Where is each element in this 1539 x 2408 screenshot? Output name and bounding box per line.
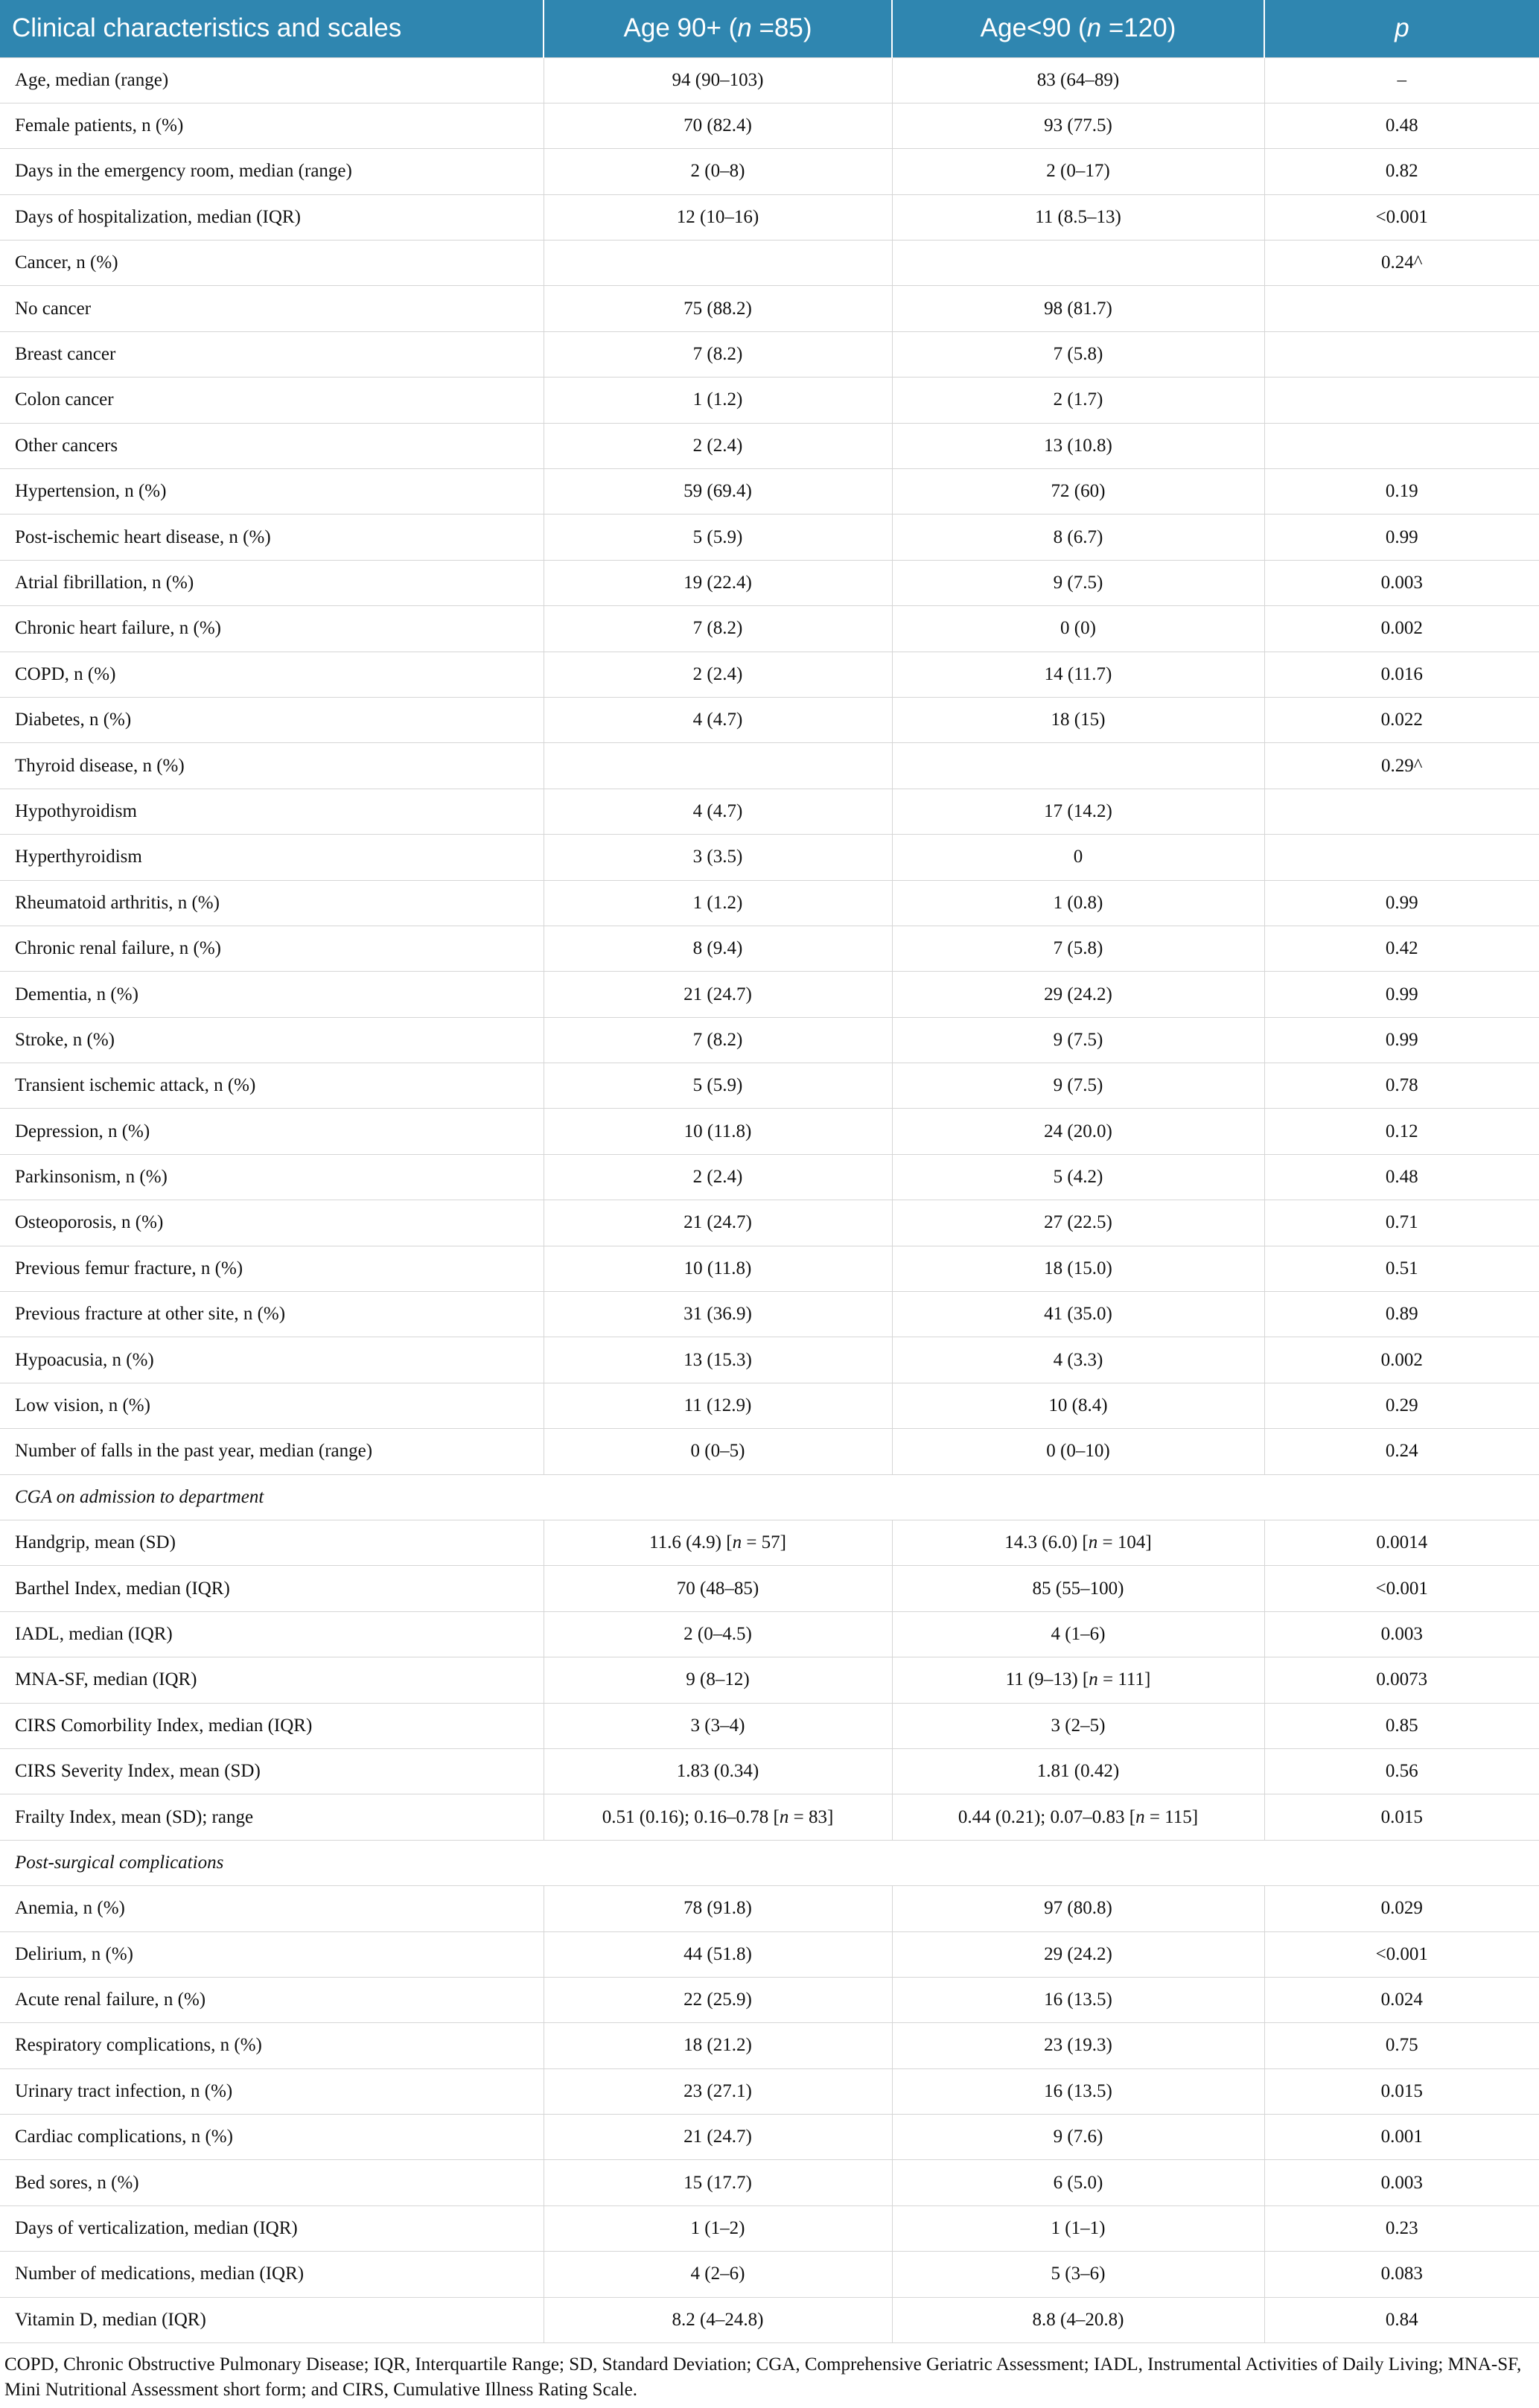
cell-age-90-plus: 7 (8.2) (544, 606, 892, 652)
cell-age-90-plus (544, 743, 892, 789)
cell-age-under-90: 17 (14.2) (892, 789, 1264, 834)
cell-age-90-plus: 4 (4.7) (544, 697, 892, 742)
table-row (0, 1931, 1539, 1977)
cell-age-90-plus: 4 (2–6) (544, 2252, 892, 2297)
cell-age-under-90: 41 (35.0) (892, 1292, 1264, 1337)
row-label: Atrial fibrillation, n (%) (0, 560, 544, 605)
table-row (0, 743, 1539, 789)
row-label: Transient ischemic attack, n (%) (0, 1063, 544, 1109)
table-row (0, 560, 1539, 605)
cell-age-90-plus: 11.6 (4.9) [n = 57] (544, 1520, 892, 1566)
cell-age-90-plus: 75 (88.2) (544, 286, 892, 331)
cell-age-under-90: 1 (0.8) (892, 880, 1264, 926)
cell-p-value: 0.48 (1264, 103, 1539, 148)
cell-p-value: 0.022 (1264, 697, 1539, 742)
cell-age-90-plus: 18 (21.2) (544, 2023, 892, 2068)
cell-p-value: 0.002 (1264, 1337, 1539, 1383)
cell-age-90-plus: 0.51 (0.16); 0.16–0.78 [n = 83] (544, 1794, 892, 1840)
row-label: Frailty Index, mean (SD); range (0, 1794, 544, 1840)
table-row (0, 469, 1539, 515)
cell-age-under-90: 8.8 (4–20.8) (892, 2297, 1264, 2342)
cell-age-under-90: 14.3 (6.0) [n = 104] (892, 1520, 1264, 1566)
cell-age-90-plus: 2 (2.4) (544, 1154, 892, 1200)
row-label: Cancer, n (%) (0, 241, 544, 286)
cell-p-value: 0.99 (1264, 515, 1539, 560)
cell-age-under-90: 13 (10.8) (892, 423, 1264, 468)
cell-p-value: 0.029 (1264, 1886, 1539, 1931)
table-row (0, 194, 1539, 240)
table-row (0, 1794, 1539, 1840)
cell-age-90-plus: 31 (36.9) (544, 1292, 892, 1337)
cell-age-under-90: 1.81 (0.42) (892, 1748, 1264, 1794)
cell-age-90-plus: 5 (5.9) (544, 515, 892, 560)
table-row (0, 2023, 1539, 2068)
cell-age-under-90: 7 (5.8) (892, 926, 1264, 971)
row-label: IADL, median (IQR) (0, 1611, 544, 1657)
table-row (0, 1154, 1539, 1200)
cell-age-under-90: 4 (1–6) (892, 1611, 1264, 1657)
cell-age-under-90: 29 (24.2) (892, 1931, 1264, 1977)
cell-age-under-90: 9 (7.5) (892, 1017, 1264, 1063)
cell-age-under-90: 9 (7.5) (892, 560, 1264, 605)
row-label: Respiratory complications, n (%) (0, 2023, 544, 2068)
cell-age-under-90 (892, 743, 1264, 789)
cell-p-value: 0.84 (1264, 2297, 1539, 2342)
cell-age-under-90: 9 (7.5) (892, 1063, 1264, 1109)
cell-p-value: 0.75 (1264, 2023, 1539, 2068)
table-row (0, 2205, 1539, 2251)
cell-p-value: 0.99 (1264, 880, 1539, 926)
table-row (0, 241, 1539, 286)
cell-age-under-90: 14 (11.7) (892, 652, 1264, 697)
cell-age-under-90: 11 (8.5–13) (892, 194, 1264, 240)
cell-age-90-plus: 10 (11.8) (544, 1109, 892, 1154)
cell-age-90-plus: 94 (90–103) (544, 57, 892, 103)
row-label: Number of medications, median (IQR) (0, 2252, 544, 2297)
table-row (0, 2068, 1539, 2114)
table-row (0, 652, 1539, 697)
cell-age-90-plus: 1.83 (0.34) (544, 1748, 892, 1794)
cell-age-90-plus: 8 (9.4) (544, 926, 892, 971)
cell-age-90-plus: 7 (8.2) (544, 1017, 892, 1063)
cell-p-value: 0.48 (1264, 1154, 1539, 1200)
row-label: COPD, n (%) (0, 652, 544, 697)
cell-age-under-90: 5 (4.2) (892, 1154, 1264, 1200)
row-label: Rheumatoid arthritis, n (%) (0, 880, 544, 926)
cell-p-value: 0.016 (1264, 652, 1539, 697)
table-row (0, 2115, 1539, 2160)
cell-p-value: 0.42 (1264, 926, 1539, 971)
cell-age-under-90: 0 (892, 835, 1264, 880)
cell-p-value: 0.78 (1264, 1063, 1539, 1109)
cell-age-under-90: 98 (81.7) (892, 286, 1264, 331)
cell-p-value (1264, 789, 1539, 834)
table-row (0, 926, 1539, 971)
cell-age-90-plus: 1 (1.2) (544, 378, 892, 423)
cell-age-90-plus: 13 (15.3) (544, 1337, 892, 1383)
table-row (0, 1383, 1539, 1428)
table-row (0, 972, 1539, 1017)
row-label: Anemia, n (%) (0, 1886, 544, 1931)
cell-p-value: <0.001 (1264, 194, 1539, 240)
cell-age-under-90: 6 (5.0) (892, 2160, 1264, 2205)
table-row (0, 1246, 1539, 1291)
table-row (0, 606, 1539, 652)
table-row (0, 423, 1539, 468)
cell-p-value: 0.51 (1264, 1246, 1539, 1291)
cell-age-under-90: 16 (13.5) (892, 2068, 1264, 2114)
cell-p-value: 0.89 (1264, 1292, 1539, 1337)
cell-p-value: 0.82 (1264, 149, 1539, 194)
row-label: Number of falls in the past year, median (range) (0, 1429, 544, 1474)
cell-p-value: 0.24^ (1264, 241, 1539, 286)
cell-age-under-90: 97 (80.8) (892, 1886, 1264, 1931)
cell-age-under-90: 7 (5.8) (892, 331, 1264, 377)
section-row (0, 1840, 1539, 1885)
cell-age-under-90: 2 (1.7) (892, 378, 1264, 423)
cell-age-90-plus: 3 (3–4) (544, 1703, 892, 1748)
cell-age-under-90: 23 (19.3) (892, 2023, 1264, 2068)
cell-age-under-90: 11 (9–13) [n = 111] (892, 1657, 1264, 1703)
row-label: Delirium, n (%) (0, 1931, 544, 1977)
row-label: Chronic heart failure, n (%) (0, 606, 544, 652)
cell-age-under-90: 10 (8.4) (892, 1383, 1264, 1428)
row-label: Depression, n (%) (0, 1109, 544, 1154)
cell-p-value: 0.19 (1264, 469, 1539, 515)
cell-age-under-90: 16 (13.5) (892, 1977, 1264, 2022)
cell-p-value: 0.0073 (1264, 1657, 1539, 1703)
table-row (0, 789, 1539, 834)
row-label: Colon cancer (0, 378, 544, 423)
table-row (0, 1886, 1539, 1931)
cell-p-value: 0.003 (1264, 1611, 1539, 1657)
cell-age-90-plus: 12 (10–16) (544, 194, 892, 240)
row-label: Female patients, n (%) (0, 103, 544, 148)
row-label: Hypertension, n (%) (0, 469, 544, 515)
cell-age-90-plus: 9 (8–12) (544, 1657, 892, 1703)
table-row (0, 1109, 1539, 1154)
section-heading: CGA on admission to department (0, 1474, 1539, 1520)
cell-age-under-90: 0.44 (0.21); 0.07–0.83 [n = 115] (892, 1794, 1264, 1840)
cell-p-value: <0.001 (1264, 1931, 1539, 1977)
cell-p-value: – (1264, 57, 1539, 103)
row-label: CIRS Comorbility Index, median (IQR) (0, 1703, 544, 1748)
cell-age-90-plus: 1 (1.2) (544, 880, 892, 926)
row-label: Low vision, n (%) (0, 1383, 544, 1428)
cell-age-under-90: 2 (0–17) (892, 149, 1264, 194)
row-label: Parkinsonism, n (%) (0, 1154, 544, 1200)
cell-age-under-90: 72 (60) (892, 469, 1264, 515)
table-row (0, 1017, 1539, 1063)
cell-age-90-plus: 0 (0–5) (544, 1429, 892, 1474)
cell-age-90-plus: 2 (0–4.5) (544, 1611, 892, 1657)
cell-age-under-90: 18 (15) (892, 697, 1264, 742)
row-label: Post-ischemic heart disease, n (%) (0, 515, 544, 560)
cell-p-value: 0.85 (1264, 1703, 1539, 1748)
cell-age-90-plus: 11 (12.9) (544, 1383, 892, 1428)
table-row (0, 1703, 1539, 1748)
cell-age-under-90: 1 (1–1) (892, 2205, 1264, 2251)
cell-p-value: 0.003 (1264, 560, 1539, 605)
row-label: Previous femur fracture, n (%) (0, 1246, 544, 1291)
row-label: CIRS Severity Index, mean (SD) (0, 1748, 544, 1794)
row-label: Days in the emergency room, median (range) (0, 149, 544, 194)
cell-p-value (1264, 378, 1539, 423)
table-row (0, 149, 1539, 194)
table-row (0, 2160, 1539, 2205)
cell-p-value: 0.002 (1264, 606, 1539, 652)
table-row (0, 1977, 1539, 2022)
row-label: Age, median (range) (0, 57, 544, 103)
row-label: Breast cancer (0, 331, 544, 377)
cell-p-value: 0.99 (1264, 972, 1539, 1017)
cell-age-90-plus: 4 (4.7) (544, 789, 892, 834)
cell-p-value: 0.29 (1264, 1383, 1539, 1428)
cell-p-value: 0.0014 (1264, 1520, 1539, 1566)
section-row (0, 1474, 1539, 1520)
cell-age-90-plus: 70 (48–85) (544, 1566, 892, 1611)
cell-age-90-plus: 21 (24.7) (544, 2115, 892, 2160)
table-row (0, 378, 1539, 423)
table-row (0, 57, 1539, 103)
table-row (0, 2297, 1539, 2342)
table-row (0, 1429, 1539, 1474)
table-row (0, 515, 1539, 560)
row-label: Diabetes, n (%) (0, 697, 544, 742)
row-label: Bed sores, n (%) (0, 2160, 544, 2205)
row-label: Hypothyroidism (0, 789, 544, 834)
row-label: Hypoacusia, n (%) (0, 1337, 544, 1383)
cell-p-value: 0.015 (1264, 1794, 1539, 1840)
cell-age-90-plus: 2 (2.4) (544, 652, 892, 697)
table-row (0, 1337, 1539, 1383)
table-row (0, 103, 1539, 148)
cell-age-90-plus: 1 (1–2) (544, 2205, 892, 2251)
row-label: Handgrip, mean (SD) (0, 1520, 544, 1566)
table-row (0, 2252, 1539, 2297)
cell-age-under-90: 27 (22.5) (892, 1200, 1264, 1246)
cell-age-under-90: 3 (2–5) (892, 1703, 1264, 1748)
cell-p-value: 0.56 (1264, 1748, 1539, 1794)
cell-age-under-90: 93 (77.5) (892, 103, 1264, 148)
cell-age-90-plus: 7 (8.2) (544, 331, 892, 377)
table-row (0, 1063, 1539, 1109)
cell-p-value: 0.003 (1264, 2160, 1539, 2205)
cell-age-90-plus: 2 (2.4) (544, 423, 892, 468)
table-header-row (0, 0, 1539, 57)
cell-age-90-plus: 59 (69.4) (544, 469, 892, 515)
row-label: Barthel Index, median (IQR) (0, 1566, 544, 1611)
cell-age-90-plus: 5 (5.9) (544, 1063, 892, 1109)
row-label: Acute renal failure, n (%) (0, 1977, 544, 2022)
row-label: Days of hospitalization, median (IQR) (0, 194, 544, 240)
cell-age-90-plus: 44 (51.8) (544, 1931, 892, 1977)
cell-p-value: <0.001 (1264, 1566, 1539, 1611)
cell-age-under-90: 0 (0–10) (892, 1429, 1264, 1474)
cell-age-90-plus: 2 (0–8) (544, 149, 892, 194)
table-row (0, 697, 1539, 742)
cell-p-value (1264, 835, 1539, 880)
cell-age-90-plus: 15 (17.7) (544, 2160, 892, 2205)
cell-age-90-plus: 10 (11.8) (544, 1246, 892, 1291)
cell-age-under-90: 4 (3.3) (892, 1337, 1264, 1383)
cell-age-under-90: 85 (55–100) (892, 1566, 1264, 1611)
row-label: Other cancers (0, 423, 544, 468)
cell-age-90-plus: 23 (27.1) (544, 2068, 892, 2114)
table-row (0, 1566, 1539, 1611)
cell-p-value: 0.71 (1264, 1200, 1539, 1246)
row-label: No cancer (0, 286, 544, 331)
row-label: Previous fracture at other site, n (%) (0, 1292, 544, 1337)
row-label: MNA-SF, median (IQR) (0, 1657, 544, 1703)
header-characteristics: Clinical characteristics and scales (12, 13, 402, 43)
cell-age-90-plus (544, 241, 892, 286)
cell-p-value: 0.99 (1264, 1017, 1539, 1063)
table-row (0, 1611, 1539, 1657)
cell-age-90-plus: 8.2 (4–24.8) (544, 2297, 892, 2342)
cell-age-under-90: 18 (15.0) (892, 1246, 1264, 1291)
row-label: Thyroid disease, n (%) (0, 743, 544, 789)
row-label: Stroke, n (%) (0, 1017, 544, 1063)
cell-age-90-plus: 21 (24.7) (544, 972, 892, 1017)
cell-age-90-plus: 3 (3.5) (544, 835, 892, 880)
row-label: Hyperthyroidism (0, 835, 544, 880)
cell-age-90-plus: 70 (82.4) (544, 103, 892, 148)
cell-p-value: 0.024 (1264, 1977, 1539, 2022)
cell-p-value (1264, 286, 1539, 331)
cell-age-under-90: 24 (20.0) (892, 1109, 1264, 1154)
cell-p-value: 0.24 (1264, 1429, 1539, 1474)
row-label: Days of verticalization, median (IQR) (0, 2205, 544, 2251)
cell-age-under-90 (892, 241, 1264, 286)
table-row (0, 286, 1539, 331)
table-row (0, 1657, 1539, 1703)
row-label: Cardiac complications, n (%) (0, 2115, 544, 2160)
header-p-value: p (1264, 0, 1539, 57)
cell-p-value: 0.001 (1264, 2115, 1539, 2160)
table-footnote: COPD, Chronic Obstructive Pulmonary Disease; IQR, Interquartile Range; SD, Standard Deviation; CGA, Comprehensive Geriatric Assessment; IADL, Instrumental Activities of Daily Living; MNA-SF, Mini Nutritional Assessment short form; and CIRS, Cumulative Illness Rating Scale. (4, 2354, 1522, 2401)
table-row (0, 331, 1539, 377)
row-label: Osteoporosis, n (%) (0, 1200, 544, 1246)
table-row (0, 835, 1539, 880)
row-label: Vitamin D, median (IQR) (0, 2297, 544, 2342)
header-age-90-plus: Age 90+ (n =85) (544, 0, 892, 57)
table-row (0, 1292, 1539, 1337)
table-row (0, 1748, 1539, 1794)
section-heading: Post-surgical complications (0, 1840, 1539, 1885)
row-label: Chronic renal failure, n (%) (0, 926, 544, 971)
cell-age-90-plus: 21 (24.7) (544, 1200, 892, 1246)
cell-age-under-90: 83 (64–89) (892, 57, 1264, 103)
cell-age-under-90: 5 (3–6) (892, 2252, 1264, 2297)
cell-age-90-plus: 19 (22.4) (544, 560, 892, 605)
cell-age-90-plus: 78 (91.8) (544, 1886, 892, 1931)
cell-age-under-90: 9 (7.6) (892, 2115, 1264, 2160)
row-label: Dementia, n (%) (0, 972, 544, 1017)
row-label: Urinary tract infection, n (%) (0, 2068, 544, 2114)
cell-p-value: 0.12 (1264, 1109, 1539, 1154)
cell-age-under-90: 0 (0) (892, 606, 1264, 652)
cell-age-under-90: 29 (24.2) (892, 972, 1264, 1017)
cell-p-value: 0.23 (1264, 2205, 1539, 2251)
cell-age-90-plus: 22 (25.9) (544, 1977, 892, 2022)
cell-p-value (1264, 423, 1539, 468)
table-row (0, 1200, 1539, 1246)
cell-p-value (1264, 331, 1539, 377)
table-body (0, 57, 1539, 2343)
cell-age-under-90: 8 (6.7) (892, 515, 1264, 560)
cell-p-value: 0.29^ (1264, 743, 1539, 789)
cell-p-value: 0.015 (1264, 2068, 1539, 2114)
table-row (0, 880, 1539, 926)
cell-p-value: 0.083 (1264, 2252, 1539, 2297)
table-row (0, 1520, 1539, 1566)
header-age-under-90: Age<90 (n =120) (892, 0, 1264, 57)
